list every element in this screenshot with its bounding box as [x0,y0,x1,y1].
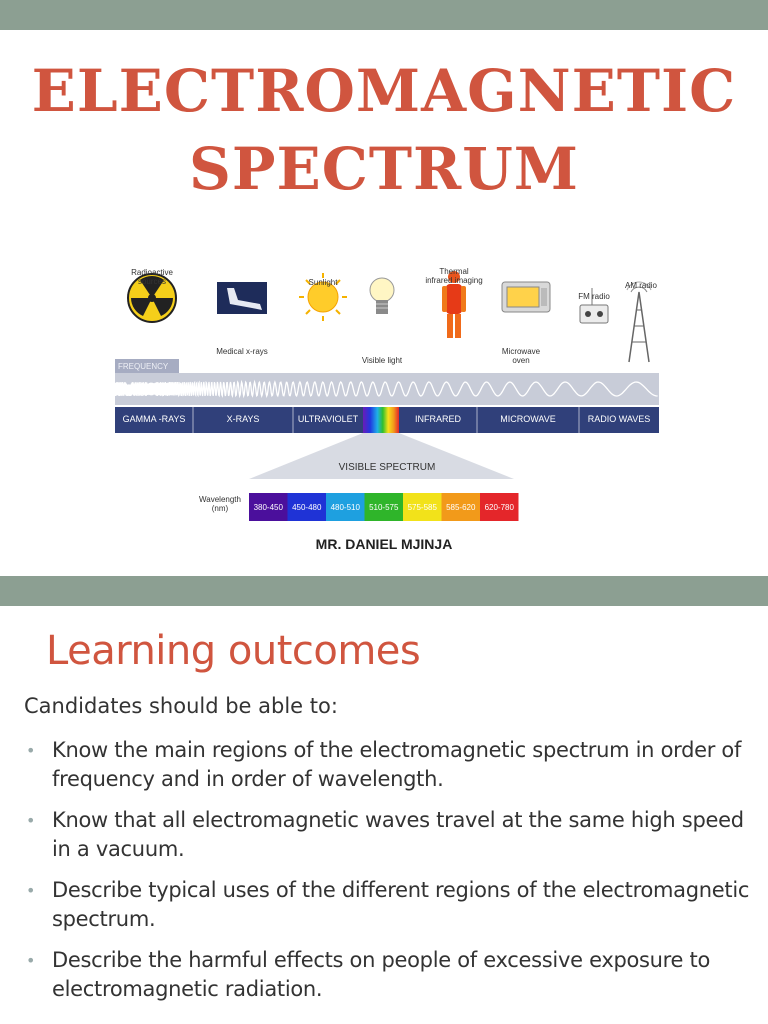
slide-title-line1: ELECTROMAGNETIC [31,57,737,125]
top-divider-band [0,0,768,30]
middle-divider-band [0,576,768,606]
visible-band-rainbow [363,407,399,433]
wavelength-range-label: 450-480 [292,503,322,512]
band-radio-waves: RADIO WAVES [587,414,651,424]
label-thermal-imaging: Thermal infrared imaging [425,267,483,285]
band-microwave: MICROWAVE [500,414,556,424]
label-wavelength-nm: Wavelength (nm) [199,495,241,513]
wavelength-range-label: 620-780 [484,503,514,512]
wavelength-range-label: 575-585 [407,503,437,512]
label-am-radio: AM radio [624,281,657,290]
learning-outcomes-slide [0,606,768,1024]
am-radio-tower-icon [627,282,651,362]
slide-title-line2: SPECTRUM [188,135,579,203]
wavelength-range-label: 510-575 [369,503,399,512]
outcome-text: Describe typical uses of the different regions of the electromagnetic spectrum. [52,878,750,931]
label-fm-radio: FM radio [578,292,610,301]
band-x-rays: X-RAYS [226,414,260,424]
label-frequency: FREQUENCY [118,362,169,371]
bullet-dot-icon: • [26,951,36,970]
label-medical-xrays: Medical x-rays [216,347,268,356]
light-bulb-icon [370,278,394,314]
wavelength-range-label: 480-510 [330,503,360,512]
outcome-item [20,806,760,864]
label-microwave-oven: Microwave oven [501,347,541,365]
learning-outcomes-title: Learning outcomes [46,628,421,674]
author-name: MR. DANIEL MJINJA [315,536,453,552]
spectrum-illustration [112,230,662,530]
intro-text: Candidates should be able to: [24,694,338,718]
label-visible-light: Visible light [361,356,403,365]
outcome-item [20,736,760,794]
title-slide [0,30,768,576]
band-ultraviolet: ULTRAVIOLET [297,414,359,424]
label-sunlight: Sunlight [308,278,338,287]
wavelength-range-label: 380-450 [253,503,283,512]
microwave-oven-icon [502,282,550,312]
bullet-dot-icon: • [26,741,36,760]
outcome-item [20,946,760,1004]
em-spectrum-diagram [112,230,662,530]
outcome-text: Describe the harmful effects on people of excessive exposure to electromagnetic radiation. [52,948,711,1001]
band-infrared: INFRARED [414,414,461,424]
bullet-dot-icon: • [26,811,36,830]
band-gamma-rays: GAMMA -RAYS [122,414,186,424]
label-radioactive-sources: Radioactive sources [131,268,173,286]
label-visible-spectrum: VISIBLE SPECTRUM [338,462,436,473]
xray-foot-icon [217,282,267,314]
outcome-item [20,876,760,934]
outcome-text: Know the main regions of the electromagnetic spectrum in order of frequency and in order of wavelength. [52,738,742,791]
outcome-text: Know that all electromagnetic waves travel at the same high speed in a vacuum. [52,808,744,861]
outcomes-list [20,736,760,1016]
bullet-dot-icon: • [26,881,36,900]
wavelength-range-label: 585-620 [446,503,476,512]
